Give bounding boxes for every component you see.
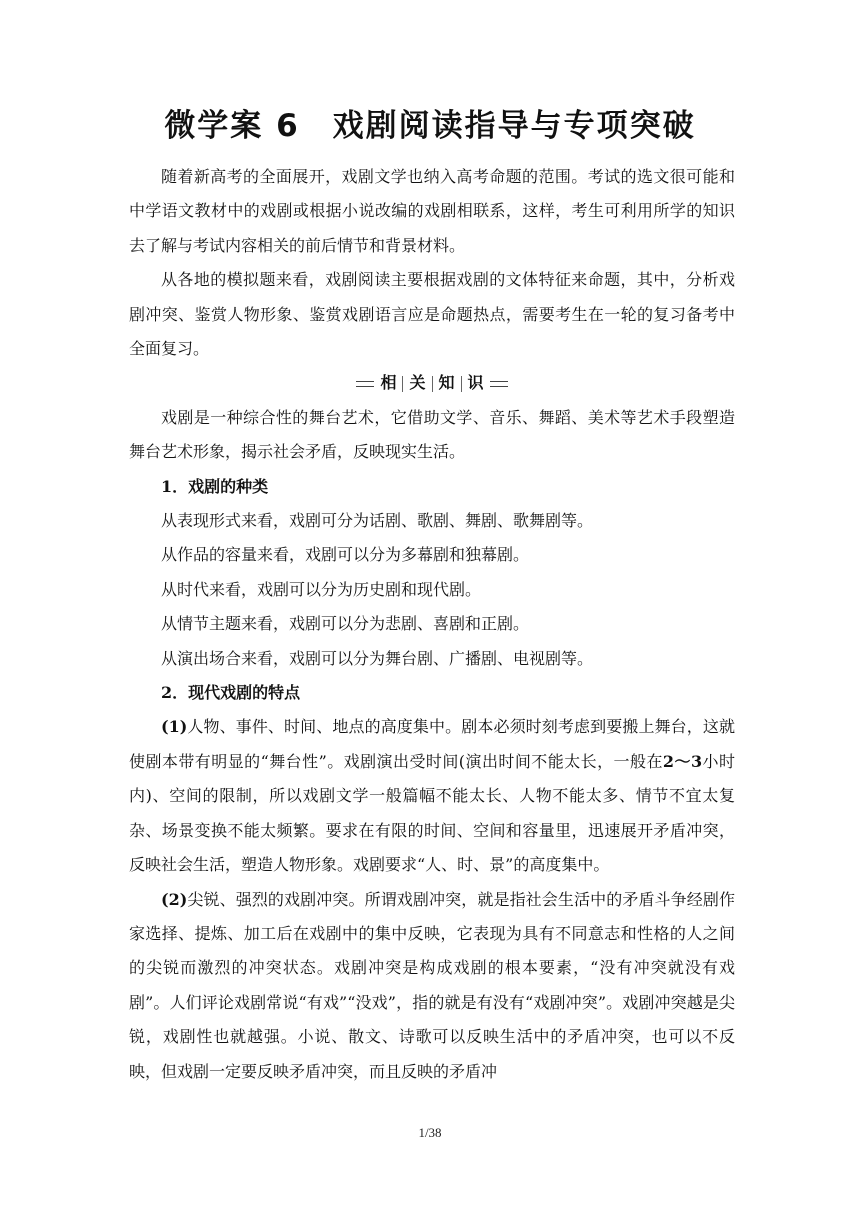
double-line-ornament-left bbox=[356, 380, 374, 388]
page-number: 1/38 bbox=[418, 1125, 442, 1140]
section-heading-char: 知 bbox=[438, 373, 455, 393]
section-heading bbox=[129, 366, 735, 400]
paragraph-text: 小时内)、空间的限制，所以戏剧文学一般篇幅不能太长、人物不能太多、情节不宜太复杂、场景变换不能太频繁。要求在有限的时间、空间和容量里，迅速展开矛盾冲突，反映社会生活，塑造人物形象。戏剧要求“人、时、景”的高度集中。 bbox=[129, 751, 735, 875]
time-range: 2～3 bbox=[662, 751, 703, 771]
double-line-ornament-right bbox=[490, 380, 508, 388]
list-item: 从演出场合来看，戏剧可以分为舞台剧、广播剧、电视剧等。 bbox=[161, 648, 594, 668]
intro-paragraph-2: 从各地的模拟题来看，戏剧阅读主要根据戏剧的文体特征来命题，其中，分析戏剧冲突、鉴赏人物形象、鉴赏戏剧语言应是命题热点，需要考生在一轮的复习备考中全面复习。 bbox=[129, 270, 735, 359]
paragraph-text: 人物、事件、时间、地点的高度集中。剧本必须时刻考虑到要搬上舞台，这就使剧本带有明显的“舞台性”。戏剧演出受时间(演出时间不能太长，一般在 bbox=[129, 717, 735, 771]
section-heading-char: 识 bbox=[467, 373, 484, 393]
list-item: 从作品的容量来看，戏剧可以分为多幕剧和独幕剧。 bbox=[161, 545, 530, 565]
section-2-heading: 2．现代戏剧的特点 bbox=[161, 683, 301, 703]
page-title: 微学案 6 戏剧阅读指导与专项突破 bbox=[164, 108, 696, 144]
section-1-heading: 1．戏剧的种类 bbox=[161, 476, 269, 496]
list-item: 从情节主题来看，戏剧可以分为悲剧、喜剧和正剧。 bbox=[161, 614, 530, 634]
list-item: 从时代来看，戏剧可以分为历史剧和现代剧。 bbox=[161, 579, 482, 599]
item-number: (1) bbox=[161, 717, 188, 737]
document-body bbox=[129, 160, 735, 1089]
divider bbox=[461, 376, 462, 392]
item-number: (2) bbox=[161, 889, 188, 909]
intro-paragraph-1: 随着新高考的全面展开，戏剧文学也纳入高考命题的范围。考试的选文很可能和中学语文教材中的戏剧或根据小说改编的戏剧相联系，这样，考生可利用所学的知识去了解与考试内容相关的前后情节和背景材料。 bbox=[129, 167, 735, 255]
feature-paragraph-2 bbox=[129, 883, 735, 1089]
paragraph-text: 尖锐、强烈的戏剧冲突。所谓戏剧冲突，就是指社会生活中的矛盾斗争经剧作家选择、提炼、加工后在戏剧中的集中反映，它表现为具有不同意志和性格的人之间的尖锐而激烈的冲突状态。戏剧冲突是构成戏剧的根本要素，“没有冲突就没有戏剧”。人们评论戏剧常说“有戏”“没戏”，指的就是有没有“戏剧冲突”。戏剧冲突越是尖锐，戏剧性也就越强。小说、散文、诗歌可以反映生活中的矛盾冲突，也可以不反映，但戏剧一定要反映矛盾冲突，而且反映的矛盾冲 bbox=[129, 889, 735, 1081]
feature-paragraph-1 bbox=[129, 710, 735, 882]
definition-paragraph: 戏剧是一种综合性的舞台艺术，它借助文学、音乐、舞蹈、美术等艺术手段塑造舞台艺术形象，揭示社会矛盾，反映现实生活。 bbox=[129, 407, 735, 462]
section-heading-char: 相 bbox=[380, 373, 397, 393]
divider bbox=[432, 376, 433, 392]
section-heading-char: 关 bbox=[409, 373, 426, 393]
divider bbox=[402, 376, 403, 392]
list-item: 从表现形式来看，戏剧可分为话剧、歌剧、舞剧、歌舞剧等。 bbox=[161, 511, 594, 531]
